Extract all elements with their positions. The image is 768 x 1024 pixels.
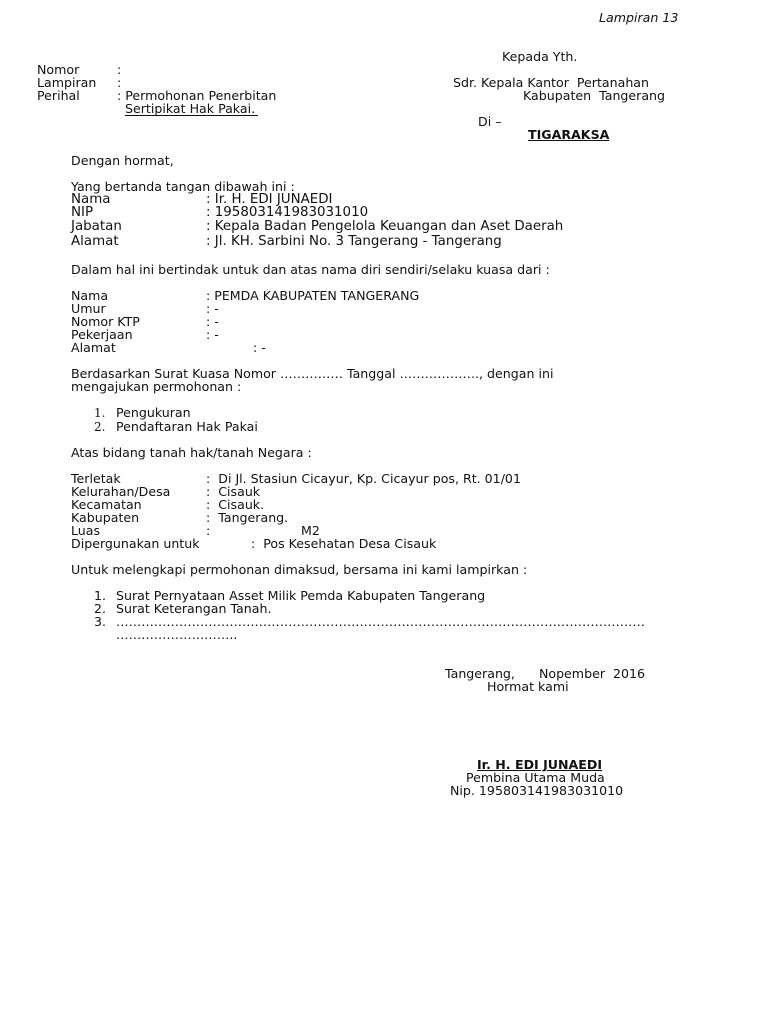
signer-address-value: : Jl. KH. Sarbini No. 3 Tangerang - Tangerang [206, 234, 502, 249]
lampiran-label: Lampiran [37, 75, 97, 90]
land-district-value: : Cisauk. [206, 497, 265, 512]
land-village-label: Kelurahan/Desa [71, 484, 171, 499]
land-village-value: : Cisauk [206, 484, 261, 499]
signer-address-label: Alamat [71, 234, 119, 249]
lampiran-value: : [117, 75, 122, 90]
signer-position-label: Jabatan [71, 219, 122, 234]
power-of-attorney-line2: mengajukan permohonan : [71, 379, 242, 394]
attachment-label: Lampiran 13 [599, 10, 679, 25]
request-number: 2. [94, 420, 106, 434]
request-number: 1. [94, 406, 106, 420]
addressee-greeting: Kepada Yth. [502, 49, 578, 64]
signer-intro: Yang bertanda tangan dibawah ini : [71, 179, 295, 194]
land-regency-label: Kabupaten [71, 510, 140, 525]
perihal-label: Perihal [37, 88, 80, 103]
signer-nip-value: : 195803141983031010 [206, 205, 369, 220]
salutation: Dengan hormat, [71, 153, 174, 168]
land-use-label: Dipergunakan untuk [71, 536, 200, 551]
land-regency-value: : Tangerang. [206, 510, 289, 525]
principal-ktp-label: Nomor KTP [71, 314, 140, 329]
attachment-number: 3. [94, 614, 107, 629]
attachment-item: Surat Keterangan Tanah. [116, 601, 272, 616]
land-location-value: : Di Jl. Stasiun Cicayur, Kp. Cicayur pos, Rt. 01/01 [206, 471, 521, 486]
principal-job-value: : - [206, 327, 219, 342]
place-date: Tangerang, Nopember 2016 [445, 666, 646, 681]
land-use-value: : Pos Kesehatan Desa Cisauk [251, 536, 437, 551]
addressee-at: Di – [478, 114, 502, 129]
nomor-label: Nomor [37, 62, 80, 77]
addressee-line1: Sdr. Kepala Kantor Pertanahan [453, 75, 649, 90]
principal-age-label: Umur [71, 301, 106, 316]
perihal-value-2: Sertipikat Hak Pakai. [125, 102, 258, 116]
signer-name-label: Nama [71, 192, 111, 207]
acting-for: Dalam hal ini bertindak untuk dan atas nama diri sendiri/selaku kuasa dari : [71, 262, 550, 277]
signer-name-value: : Ir. H. EDI JUNAEDI [206, 192, 333, 207]
signatory-nip: Nip. 195803141983031010 [450, 783, 624, 798]
principal-name-label: Nama [71, 288, 109, 303]
request-item: Pengukuran [116, 405, 191, 420]
signer-position-value: : Kepala Badan Pengelola Keuangan dan Aset Daerah [206, 219, 564, 234]
signatory-rank: Pembina Utama Muda [466, 770, 605, 785]
request-item: Pendaftaran Hak Pakai [116, 419, 258, 434]
power-of-attorney-line1: Berdasarkan Surat Kuasa Nomor …………… Tanggal ………………., dengan ini [71, 366, 554, 381]
principal-address-label: Alamat [71, 340, 116, 355]
land-intro: Atas bidang tanah hak/tanah Negara : [71, 445, 312, 460]
perihal-value: : Permohonan Penerbitan [117, 88, 277, 103]
land-area-unit: M2 [301, 523, 320, 538]
attachment-number: 2. [94, 601, 107, 616]
attachments-intro: Untuk melengkapi permohonan dimaksud, bersama ini kami lampirkan : [71, 562, 528, 577]
attachment-item: ……………………………………………………………………………………………………………… [116, 614, 645, 629]
nomor-value: : [117, 62, 122, 77]
land-district-label: Kecamatan [71, 497, 142, 512]
signer-nip-label: NIP [71, 205, 94, 220]
regards: Hormat kami [487, 679, 569, 694]
attachment-item: Surat Pernyataan Asset Milik Pemda Kabupaten Tangerang [116, 588, 486, 603]
attachment-continuation: ……………………….. [116, 627, 238, 642]
principal-job-label: Pekerjaan [71, 327, 133, 342]
land-location-label: Terletak [71, 471, 121, 486]
principal-address-value: : - [253, 340, 266, 355]
addressee-city: TIGARAKSA [528, 127, 610, 142]
principal-name-value: : PEMDA KABUPATEN TANGERANG [206, 288, 420, 303]
land-area-label: Luas [71, 523, 101, 538]
principal-ktp-value: : - [206, 314, 219, 329]
signatory-name: Ir. H. EDI JUNAEDI [477, 757, 603, 772]
land-area-colon: : [206, 523, 211, 538]
attachment-number: 1. [94, 588, 107, 603]
principal-age-value: : - [206, 301, 219, 316]
addressee-line2: Kabupaten Tangerang [523, 88, 666, 103]
